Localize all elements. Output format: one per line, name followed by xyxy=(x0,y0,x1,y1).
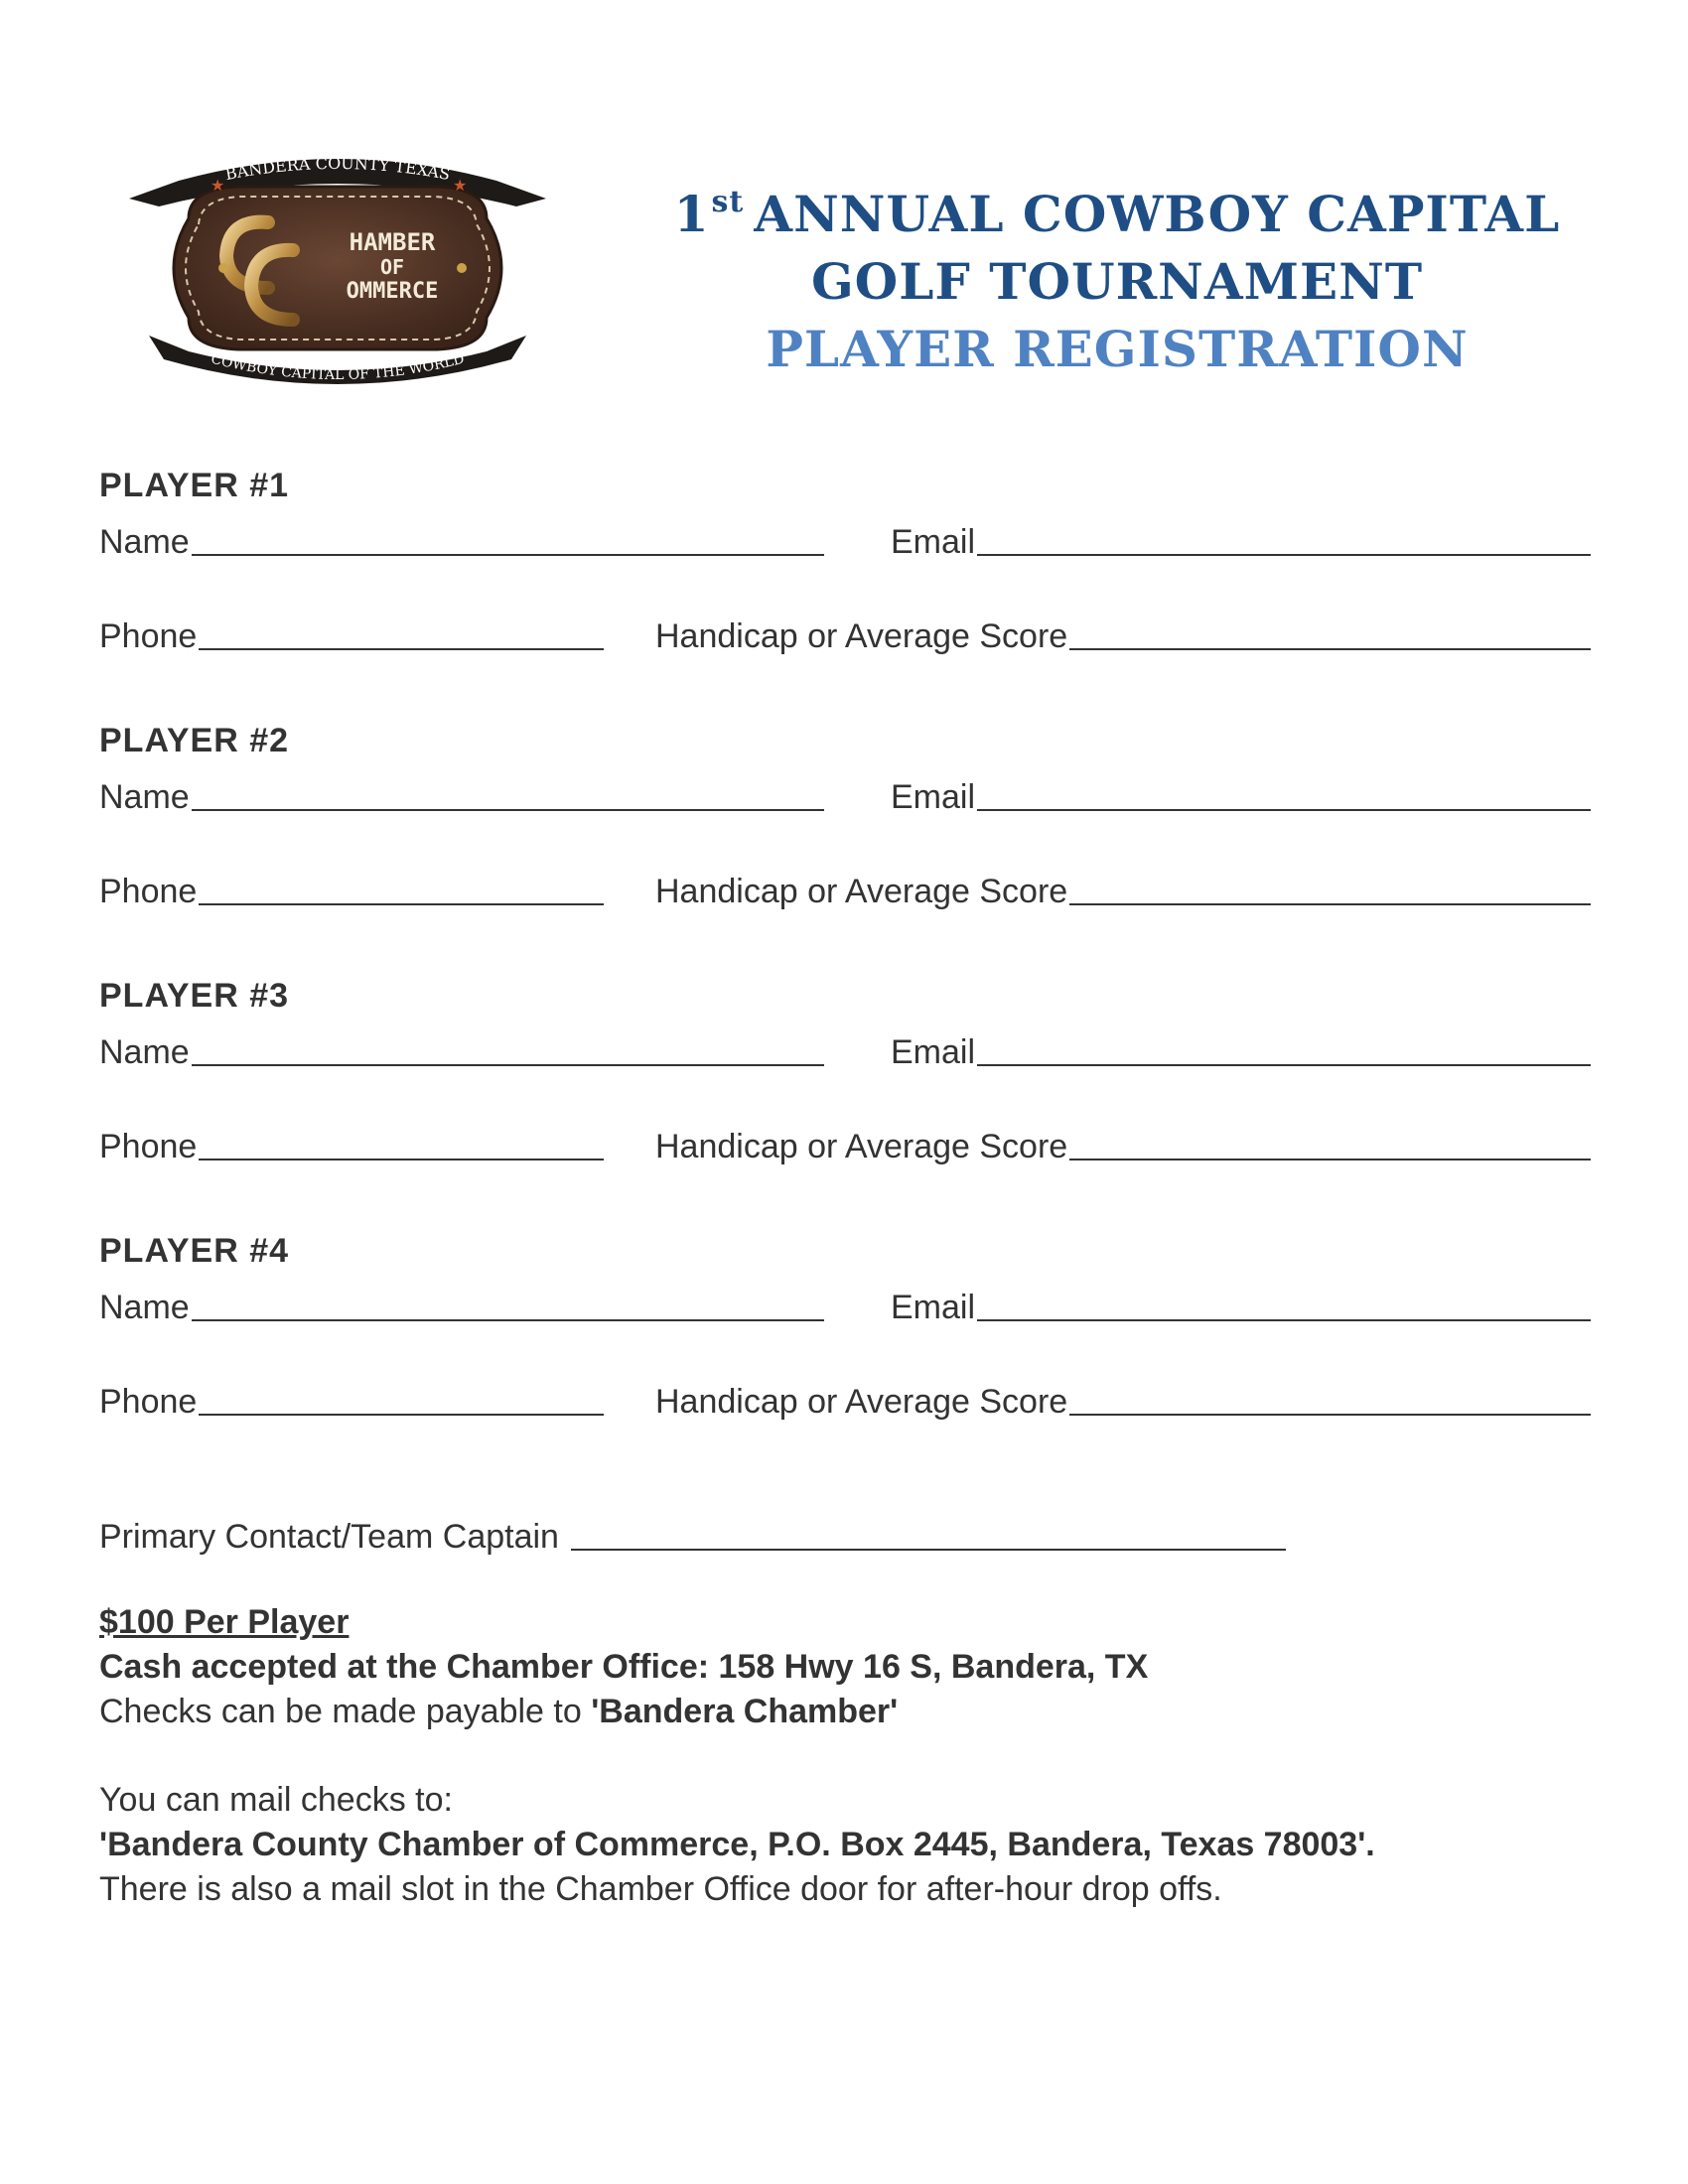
page-title xyxy=(645,169,1589,383)
title-line-1: 1st ANNUAL COWBOY CAPITAL xyxy=(673,185,1561,243)
player-4-phone-field[interactable]: Phone xyxy=(99,1378,604,1422)
title-line-3: PLAYER REGISTRATION xyxy=(766,320,1469,378)
player-3-handicap-field[interactable]: Handicap or Average Score xyxy=(655,1123,1591,1166)
player-2-name-field[interactable]: Name xyxy=(99,773,824,817)
player-2-heading: PLAYER #2 xyxy=(99,722,290,759)
price-text: $100 Per Player xyxy=(99,1603,350,1641)
player-2-handicap-field[interactable]: Handicap or Average Score xyxy=(655,868,1591,911)
logo-line1: HAMBER xyxy=(349,228,436,256)
star-icon: ★ xyxy=(453,178,468,195)
player-1-handicap-field[interactable]: Handicap or Average Score xyxy=(655,613,1591,656)
player-1-name-field[interactable]: Name xyxy=(99,518,824,562)
checks-text: Checks can be made payable to 'Bandera Chamber' xyxy=(99,1693,899,1730)
player-1-heading: PLAYER #1 xyxy=(99,467,290,504)
logo-line3: OMMERCE xyxy=(346,279,439,304)
player-3-heading: PLAYER #3 xyxy=(99,977,290,1015)
logo-line2: OF xyxy=(379,255,405,279)
chamber-logo xyxy=(119,139,556,397)
player-2-email-field[interactable]: Email xyxy=(891,773,1591,817)
mail-slot-text: There is also a mail slot in the Chamber Office door for after-hour drop offs. xyxy=(99,1870,1222,1908)
player-1-phone-field[interactable]: Phone xyxy=(99,613,604,656)
logo-bottom-text: COWBOY CAPITAL OF THE WORLD xyxy=(209,350,467,384)
title-line-2: GOLF TOURNAMENT xyxy=(810,252,1424,311)
logo-top-text: BANDERA COUNTY TEXAS xyxy=(223,153,452,185)
player-3-email-field[interactable]: Email xyxy=(891,1028,1591,1072)
player-2-phone-field[interactable]: Phone xyxy=(99,868,604,911)
player-1-email-field[interactable]: Email xyxy=(891,518,1591,562)
player-4-email-field[interactable]: Email xyxy=(891,1284,1591,1327)
star-icon: ★ xyxy=(211,178,225,195)
mail-address-text: 'Bandera County Chamber of Commerce, P.O. Box 2445, Bandera, Texas 78003'. xyxy=(99,1826,1375,1863)
player-4-handicap-field[interactable]: Handicap or Average Score xyxy=(655,1378,1591,1422)
cash-text: Cash accepted at the Chamber Office: 158 Hwy 16 S, Bandera, TX xyxy=(99,1648,1149,1686)
payment-info xyxy=(99,1600,1589,1912)
player-3-name-field[interactable]: Name xyxy=(99,1028,824,1072)
team-captain-field[interactable]: Primary Contact/Team Captain xyxy=(99,1513,1286,1557)
mail-intro-text: You can mail checks to: xyxy=(99,1781,453,1819)
player-4-heading: PLAYER #4 xyxy=(99,1232,290,1270)
player-4-name-field[interactable]: Name xyxy=(99,1284,824,1327)
player-3-phone-field[interactable]: Phone xyxy=(99,1123,604,1166)
